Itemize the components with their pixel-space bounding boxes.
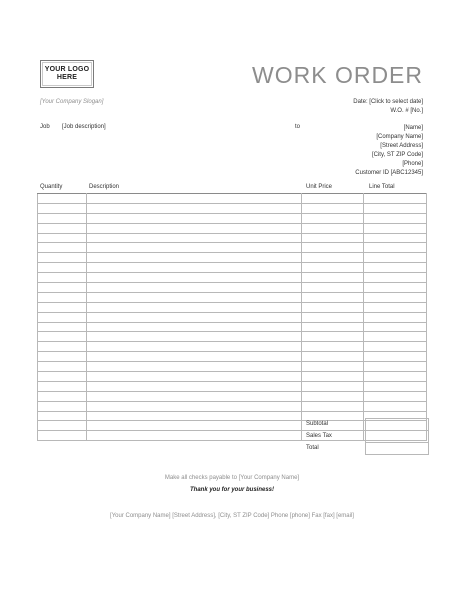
description-cell[interactable] <box>86 362 301 372</box>
work-order-number[interactable]: W.O. # [No.] <box>390 108 423 114</box>
customer-id[interactable]: Customer ID [ABC12345] <box>355 170 423 176</box>
total-value[interactable] <box>365 442 429 455</box>
line-total-cell[interactable] <box>364 332 427 342</box>
table-row <box>38 213 427 223</box>
description-cell[interactable] <box>86 223 301 233</box>
description-cell[interactable] <box>86 391 301 401</box>
unit-price-cell[interactable] <box>301 352 364 362</box>
unit-price-cell[interactable] <box>301 372 364 382</box>
unit-price-cell[interactable] <box>301 362 364 372</box>
quantity-cell[interactable] <box>38 203 87 213</box>
unit-price-cell[interactable] <box>301 233 364 243</box>
line-total-cell[interactable] <box>364 194 427 204</box>
table-row <box>38 401 427 411</box>
description-cell[interactable] <box>86 401 301 411</box>
unit-price-cell[interactable] <box>301 253 364 263</box>
description-cell[interactable] <box>86 322 301 332</box>
description-cell[interactable] <box>86 381 301 391</box>
to-label: to <box>295 124 301 130</box>
unit-price-cell[interactable] <box>301 273 364 283</box>
quantity-cell[interactable] <box>38 401 87 411</box>
line-total-cell[interactable] <box>364 223 427 233</box>
quantity-cell[interactable] <box>38 391 87 401</box>
table-row <box>38 263 427 273</box>
quantity-cell[interactable] <box>38 362 87 372</box>
description-cell[interactable] <box>86 292 301 302</box>
line-total-cell[interactable] <box>364 273 427 283</box>
table-row <box>38 302 427 312</box>
quantity-cell[interactable] <box>38 411 87 421</box>
unit-price-cell[interactable] <box>301 312 364 322</box>
recipient-phone[interactable]: [Phone] <box>402 161 423 167</box>
table-row <box>38 362 427 372</box>
unit-price-cell[interactable] <box>301 194 364 204</box>
logo-line-1: YOUR LOGO <box>44 66 90 73</box>
quantity-cell[interactable] <box>38 233 87 243</box>
table-row <box>38 391 427 401</box>
table-row <box>38 322 427 332</box>
table-row <box>38 223 427 233</box>
description-cell[interactable] <box>86 213 301 223</box>
table-row <box>38 342 427 352</box>
description-cell[interactable] <box>86 253 301 263</box>
recipient-block <box>355 124 423 178</box>
job-description[interactable]: [Job description] <box>62 124 106 130</box>
table-row <box>38 283 427 293</box>
description-cell[interactable] <box>86 411 301 421</box>
document-title: WORK ORDER <box>252 62 423 88</box>
thank-you-note: Thank you for your business! <box>189 487 274 493</box>
description-cell[interactable] <box>86 283 301 293</box>
quantity-cell[interactable] <box>38 381 87 391</box>
table-row <box>38 253 427 263</box>
unit-price-cell[interactable] <box>301 332 364 342</box>
line-items-table <box>37 193 427 441</box>
table-row <box>38 233 427 243</box>
unit-price-cell[interactable] <box>301 381 364 391</box>
unit-price-cell[interactable] <box>301 401 364 411</box>
line-total-cell[interactable] <box>364 213 427 223</box>
quantity-cell[interactable] <box>38 342 87 352</box>
unit-price-cell[interactable] <box>301 342 364 352</box>
description-cell[interactable] <box>86 263 301 273</box>
line-total-cell[interactable] <box>364 352 427 362</box>
quantity-cell[interactable] <box>38 213 87 223</box>
line-total-cell[interactable] <box>364 391 427 401</box>
line-total-cell[interactable] <box>364 362 427 372</box>
description-cell[interactable] <box>86 312 301 322</box>
quantity-cell[interactable] <box>38 292 87 302</box>
quantity-cell[interactable] <box>38 431 87 441</box>
description-cell[interactable] <box>86 332 301 342</box>
column-header-line-total: Line Total <box>369 184 395 190</box>
unit-price-cell[interactable] <box>301 263 364 273</box>
table-row <box>38 292 427 302</box>
quantity-cell[interactable] <box>38 243 87 253</box>
description-cell[interactable] <box>86 302 301 312</box>
unit-price-cell[interactable] <box>301 213 364 223</box>
unit-price-cell[interactable] <box>301 302 364 312</box>
description-cell[interactable] <box>86 203 301 213</box>
table-row <box>38 381 427 391</box>
recipient-city[interactable]: [City, ST ZIP Code] <box>371 152 423 158</box>
quantity-cell[interactable] <box>38 273 87 283</box>
company-logo-placeholder <box>40 60 94 88</box>
line-total-cell[interactable] <box>364 401 427 411</box>
quantity-cell[interactable] <box>38 302 87 312</box>
line-total-cell[interactable] <box>364 233 427 243</box>
recipient-street[interactable]: [Street Address] <box>380 143 423 149</box>
quantity-cell[interactable] <box>38 322 87 332</box>
description-cell[interactable] <box>86 273 301 283</box>
total-label: Total <box>306 445 319 451</box>
description-cell[interactable] <box>86 194 301 204</box>
logo-line-2: HERE <box>56 74 78 81</box>
line-total-cell[interactable] <box>364 302 427 312</box>
quantity-cell[interactable] <box>38 352 87 362</box>
company-contact-footer: [Your Company Name] [Street Address], [City, ST ZIP Code] Phone [phone] Fax [fax] [email] <box>110 513 354 519</box>
line-total-cell[interactable] <box>364 381 427 391</box>
table-row <box>38 332 427 342</box>
sales-tax-label: Sales Tax <box>306 433 332 439</box>
column-header-unit-price: Unit Price <box>306 184 333 190</box>
quantity-cell[interactable] <box>38 372 87 382</box>
quantity-cell[interactable] <box>38 223 87 233</box>
line-total-cell[interactable] <box>364 342 427 352</box>
company-slogan[interactable]: [Your Company Slogan] <box>40 99 104 105</box>
table-row <box>38 243 427 253</box>
quantity-cell[interactable] <box>38 312 87 322</box>
line-total-cell[interactable] <box>364 312 427 322</box>
quantity-cell[interactable] <box>38 332 87 342</box>
table-row <box>38 372 427 382</box>
unit-price-cell[interactable] <box>301 243 364 253</box>
line-total-cell[interactable] <box>364 322 427 332</box>
description-cell[interactable] <box>86 372 301 382</box>
table-row <box>38 194 427 204</box>
description-cell[interactable] <box>86 233 301 243</box>
description-cell[interactable] <box>86 342 301 352</box>
unit-price-cell[interactable] <box>301 322 364 332</box>
quantity-cell[interactable] <box>38 283 87 293</box>
checks-payable-note: Make all checks payable to [Your Company Name] <box>164 475 300 481</box>
description-cell[interactable] <box>86 352 301 362</box>
date-field[interactable]: Date: [Click to select date] <box>353 99 423 105</box>
unit-price-cell[interactable] <box>301 391 364 401</box>
quantity-cell[interactable] <box>38 421 87 431</box>
quantity-cell[interactable] <box>38 253 87 263</box>
column-header-quantity: Quantity <box>40 184 63 190</box>
table-row <box>38 352 427 362</box>
unit-price-cell[interactable] <box>301 203 364 213</box>
description-cell[interactable] <box>86 431 301 441</box>
subtotal-label: Subtotal <box>306 421 329 427</box>
unit-price-cell[interactable] <box>301 223 364 233</box>
recipient-company[interactable]: [Company Name] <box>376 134 423 140</box>
recipient-name[interactable]: [Name] <box>403 125 423 131</box>
job-label: Job <box>40 124 50 130</box>
line-total-cell[interactable] <box>364 372 427 382</box>
column-header-description: Description <box>89 184 120 190</box>
table-row <box>38 203 427 213</box>
unit-price-cell[interactable] <box>301 411 364 421</box>
line-total-cell[interactable] <box>364 292 427 302</box>
line-total-cell[interactable] <box>364 203 427 213</box>
table-row <box>38 273 427 283</box>
quantity-cell[interactable] <box>38 263 87 273</box>
description-cell[interactable] <box>86 421 301 431</box>
line-total-cell[interactable] <box>364 283 427 293</box>
table-row <box>38 312 427 322</box>
line-total-cell[interactable] <box>364 263 427 273</box>
unit-price-cell[interactable] <box>301 283 364 293</box>
quantity-cell[interactable] <box>38 194 87 204</box>
unit-price-cell[interactable] <box>301 292 364 302</box>
line-total-cell[interactable] <box>364 243 427 253</box>
description-cell[interactable] <box>86 243 301 253</box>
line-total-cell[interactable] <box>364 253 427 263</box>
